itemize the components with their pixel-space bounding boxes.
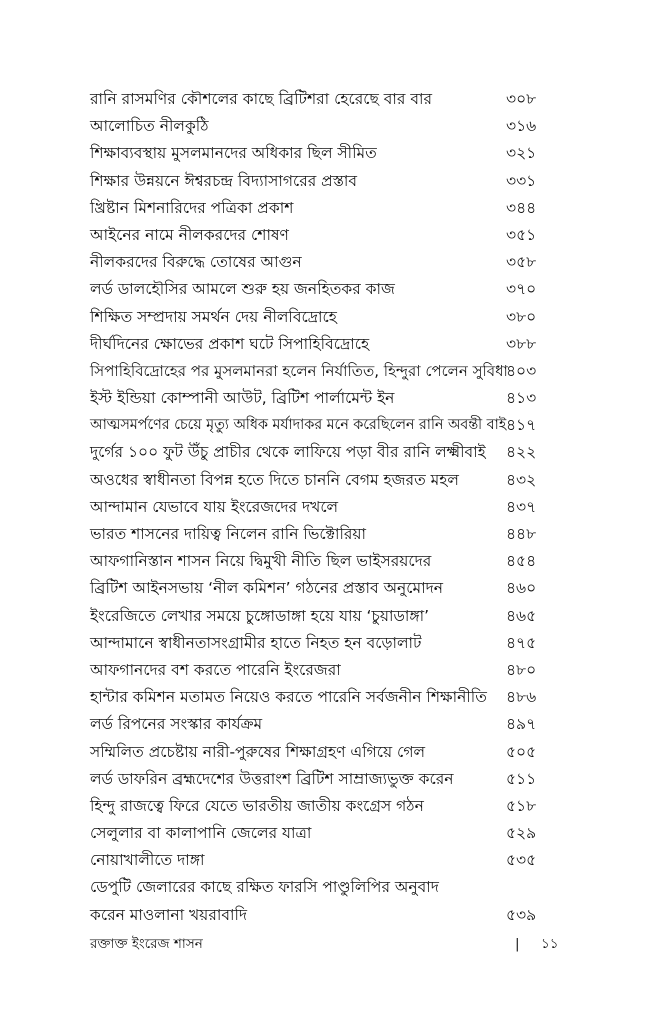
toc-entry (90, 439, 572, 466)
toc-entry-page: ৪৩২ (506, 470, 537, 489)
toc-entry-page: ৩৮৮ (506, 334, 537, 353)
toc-entry-title: ডেপুটি জেলারের কাছে রক্ষিত ফারসি পাণ্ডুলিপির অনুবাদ (90, 878, 439, 897)
toc-entry (90, 902, 572, 929)
toc-entry (90, 467, 572, 494)
toc-entry-page: ৪৯৭ (506, 715, 537, 734)
toc-entry-page: ৩৫১ (506, 225, 537, 244)
toc-entry (90, 684, 572, 711)
toc-entry-title: লর্ড ডালহৌসির আমলে শুরু হয় জনহিতকর কাজ (90, 280, 395, 299)
toc-entry (90, 793, 572, 820)
toc-entry-title: সম্মিলিত প্রচেষ্টায় নারী-পুরুষের শিক্ষাগ্রহণ এগিয়ে গেল (90, 742, 426, 761)
toc-entry-page: ৫১৮ (506, 796, 537, 815)
toc-entry (90, 113, 572, 140)
toc-entry (90, 874, 572, 901)
page-footer (90, 931, 572, 957)
toc-entry-title: করেন মাওলানা খয়রাবাদি (90, 905, 248, 924)
footer-book-title: রক্তাক্ত ইংরেজ শাসন (90, 936, 203, 952)
toc-entry-page: ৩৫৮ (506, 253, 537, 272)
toc-entry-title: শিক্ষাব্যবস্থায় মুসলমানদের অধিকার ছিল সীমিত (90, 144, 377, 163)
toc-entry-page: ৪৫৪ (506, 552, 537, 571)
toc-entry-page: ৩৩১ (506, 171, 537, 190)
toc-entry (90, 86, 572, 113)
toc-entry-title: ইস্ট ইন্ডিয়া কোম্পানী আউট, ব্রিটিশ পার্লামেন্ট ইন (90, 389, 395, 408)
toc-entry-page: ৩৭০ (506, 280, 537, 299)
toc-entry-title: হান্টার কমিশন মতামত নিয়েও করতে পারেনি সর্বজনীন শিক্ষানীতি (90, 688, 487, 707)
toc-entry-page: ৪৪৮ (506, 525, 537, 543)
toc-entry (90, 195, 572, 222)
toc-entry-title: আলোচিত নীলকুঠি (90, 117, 209, 136)
toc-entry-page: ৫১১ (506, 769, 537, 788)
toc-entry (90, 548, 572, 575)
toc-entry-title: লর্ড রিপনের সংস্কার কার্যক্রম (90, 715, 263, 734)
toc-entry-title: হিন্দু রাজত্বে ফিরে যেতে ভারতীয় জাতীয় কংগ্রেস গঠন (90, 796, 424, 815)
toc-entry (90, 575, 572, 602)
toc-entry-title: ব্রিটিশ আইনসভায় ‘নীল কমিশন’ গঠনের প্রস্তাব অনুমোদন (90, 579, 443, 598)
toc-entry (90, 249, 572, 276)
toc-entry-title: আফগানদের বশ করতে পারেনি ইংরেজরা (90, 660, 341, 679)
page-number: ১১ (541, 936, 559, 952)
toc-entry-page: ৪২২ (506, 443, 537, 462)
toc-entry (90, 304, 572, 331)
toc-entry-title: রানি রাসমণির কৌশলের কাছে ব্রিটিশরা হেরেছে বার বার (90, 90, 433, 108)
toc-entry (90, 766, 572, 793)
toc-entry-page: ৪৮০ (506, 660, 537, 679)
toc-entry (90, 739, 572, 766)
toc-entry-page: ৩৪৪ (506, 198, 537, 217)
toc-entry-page: ৩১৬ (506, 117, 537, 136)
toc-entry-title: সেলুলার বা কালাপানি জেলের যাত্রা (90, 824, 312, 843)
toc-entry-page: ৪৮৬ (506, 688, 537, 707)
toc-entry-page: ৪৩৭ (506, 497, 537, 516)
toc-entry-title: আন্দামান যেভাবে যায় ইংরেজদের দখলে (90, 497, 339, 516)
toc-entry-page: ৩২১ (506, 144, 537, 163)
toc-entry (90, 385, 572, 412)
toc-entry-page: ৩০৮ (506, 90, 537, 108)
toc-entry (90, 630, 572, 657)
toc-entry (90, 140, 572, 167)
toc-entry (90, 711, 572, 738)
toc-entry-page: ৩৮০ (506, 307, 537, 326)
toc-entry (90, 820, 572, 847)
toc-entry-title: আইনের নামে নীলকরদের শোষণ (90, 225, 289, 244)
toc-entry-title: নোয়াখালীতে দাঙ্গা (90, 851, 205, 870)
toc-entry (90, 168, 572, 195)
toc-entry (90, 276, 572, 303)
toc-entry (90, 603, 572, 630)
toc-entry-page: ৪৭৫ (506, 633, 537, 652)
toc-entry (90, 847, 572, 874)
toc-entry-title: ইংরেজিতে লেখার সময়ে চুঙ্গোডাঙ্গা হয়ে যায় ‘চুয়াডাঙ্গা’ (90, 606, 430, 625)
toc-entry-title: লর্ড ডাফরিন ব্রহ্মদেশের উত্তরাংশ ব্রিটিশ সাম্রাজ্যভুক্ত করেন (90, 769, 454, 788)
toc-entry-title: শিক্ষার উন্নয়নে ঈশ্বরচন্দ্র বিদ্যাসাগরের প্রস্তাব (90, 171, 358, 190)
toc-entry-page: ৪০৩ (506, 361, 537, 380)
toc-entry-page: ৫২৯ (506, 824, 537, 843)
toc-entry (90, 494, 572, 521)
toc-entry-title: আফগানিস্তান শাসন নিয়ে দ্বিমুখী নীতি ছিল ভাইসরয়দের (90, 552, 432, 571)
toc-entry (90, 358, 572, 385)
toc-entry-title: ভারত শাসনের দায়িত্ব নিলেন রানি ভিক্টোরিয়া (90, 525, 367, 543)
toc-entry-title: দুর্গের ১০০ ফুট উঁচু প্রাচীর থেকে লাফিয়ে পড়া বীর রানি লক্ষ্মীবাই (90, 443, 486, 462)
toc-entry-title: খ্রিষ্টান মিশনারিদের পত্রিকা প্রকাশ (90, 198, 294, 217)
toc-entry-title: সিপাহিবিদ্রোহের পর মুসলমানরা হলেন নির্যাতিত, হিন্দুরা পেলেন সুবিধা (90, 361, 508, 380)
table-of-contents (90, 86, 572, 929)
footer-separator: | (515, 936, 520, 952)
toc-entry (90, 412, 572, 439)
toc-entry-page: ৫৩৯ (506, 905, 537, 924)
toc-entry-title: দীর্ঘদিনের ক্ষোভের প্রকাশ ঘটে সিপাহিবিদ্রোহে (90, 334, 370, 353)
toc-entry-title: শিক্ষিত সম্প্রদায় সমর্থন দেয় নীলবিদ্রোহে (90, 307, 337, 326)
toc-entry (90, 331, 572, 358)
toc-entry-title: অওধের স্বাধীনতা বিপন্ন হতে দিতে চাননি বেগম হজরত মহল (90, 470, 459, 489)
toc-entry-title: আত্মসমর্পণের চেয়ে মৃত্যু অধিক মর্যাদাকর মনে করেছিলেন রানি অবন্তী বাই (90, 417, 507, 434)
toc-entry-title: নীলকরদের বিরুদ্ধে তোষের আগুন (90, 253, 302, 272)
toc-entry-page: ৪১৭ (506, 416, 537, 435)
toc-entry-page: ৪১৩ (506, 389, 537, 408)
toc-entry (90, 521, 572, 548)
toc-entry (90, 657, 572, 684)
toc-entry-title: আন্দামানে স্বাধীনতাসংগ্রামীর হাতে নিহত হন বড়োলাট (90, 633, 422, 652)
toc-entry (90, 222, 572, 249)
toc-entry-page: ৪৬০ (506, 579, 537, 598)
toc-entry-page: ৪৬৫ (506, 606, 537, 625)
toc-entry-page: ৫৩৫ (506, 851, 537, 870)
toc-entry-page: ৫০৫ (506, 742, 537, 761)
